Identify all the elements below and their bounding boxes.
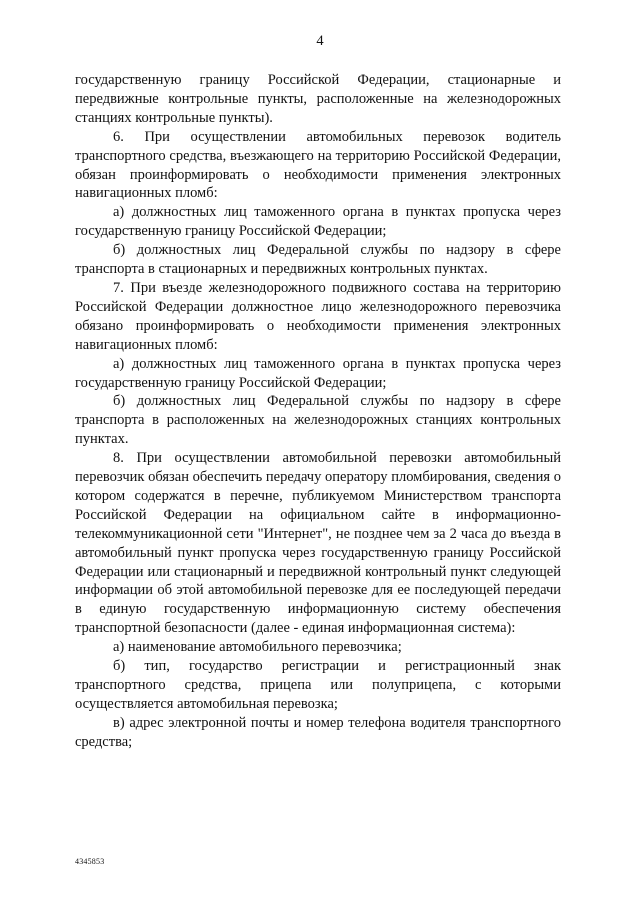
document-code: 4345853: [75, 857, 105, 866]
paragraph-item-7b: б) должностных лиц Федеральной службы по надзору в сфере транспорта в расположенных на железнодорожных станциях контрольных пунктах.: [75, 393, 561, 448]
document-body: [75, 71, 561, 752]
paragraph-item-7: 7. При въезде железнодорожного подвижного состава на территорию Российской Федерации должностное лицо железнодорожного перевозчика обязано проинформировать о необходимости применения электронных навигационных пломб:: [75, 279, 561, 353]
paragraph-item-7a: а) должностных лиц таможенного органа в пунктах пропуска через государственную границу Российской Федерации;: [75, 355, 561, 391]
paragraph-item-8b: б) тип, государство регистрации и регистрационный знак транспортного средства, прицепа или полуприцепа, с которыми осуществляется автомобильная перевозка;: [75, 658, 561, 712]
paragraph-item-8a: а) наименование автомобильного перевозчика;: [113, 639, 402, 656]
paragraph-item-8: 8. При осуществлении автомобильной перевозки автомобильный перевозчик обязан обеспечить передачу оператору пломбирования, сведения о котором содержатся в перечне, публикуемом Министерством транспорта Российской Федерации на официальном сайте в информационно-телекоммуникационной сети "Интернет", не позднее чем за 2 часа до въезда в автомобильный пункт пропуска через государственную границу Российской Федерации или стационарный и передвижной контрольный пункт следующей информации об этой автомобильной перевозке для ее последующей передачи в единую государственную информационную систему обеспечения транспортной безопасности (далее - единая информационная система):: [75, 450, 561, 637]
paragraph-item-6b: б) должностных лиц Федеральной службы по надзору в сфере транспорта в стационарных и передвижных контрольных пунктах.: [75, 242, 561, 278]
page-number: 4: [316, 33, 324, 49]
paragraph-continuation: государственную границу Российской Федерации, стационарные и передвижные контрольные пункты, расположенные на железнодорожных станциях контрольные пункты).: [75, 72, 561, 126]
paragraph-item-8c: в) адрес электронной почты и номер телефона водителя транспортного средства;: [75, 714, 561, 750]
paragraph-item-6: 6. При осуществлении автомобильных перевозок водитель транспортного средства, въезжающего на территорию Российской Федерации, обязан проинформировать о необходимости применения электронных навигационных пломб:: [75, 128, 561, 202]
paragraph-item-6a: а) должностных лиц таможенного органа в пунктах пропуска через государственную границу Российской Федерации;: [75, 204, 561, 240]
